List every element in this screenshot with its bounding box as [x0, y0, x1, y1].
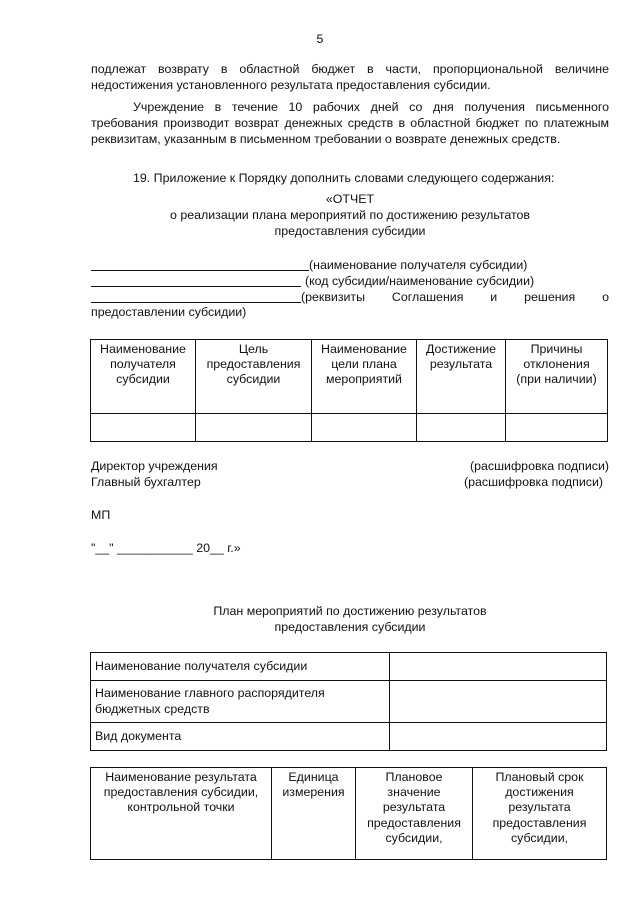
report-heading: [91, 192, 609, 239]
paragraph-appendix: 19. Приложение к Порядку дополнить словами следующего содержания:: [133, 171, 555, 185]
plan-results-header-row: [91, 768, 607, 860]
director-signature-label: (расшифровка подписи): [470, 459, 609, 473]
field-agreement-label: [301, 290, 609, 306]
table-cell: [312, 414, 417, 442]
agreement-word: решения: [524, 289, 576, 304]
report-table-header: Наименование получателя субсидии: [91, 340, 196, 414]
report-table-header-row: [91, 340, 608, 414]
field-recipient: [91, 258, 609, 274]
table-cell: [506, 414, 608, 442]
accountant-signature-label: (расшифровка подписи): [464, 474, 603, 489]
report-table-header: Достижение результата: [417, 340, 506, 414]
plan-info-label: Наименование получателя субсидии: [91, 653, 390, 681]
report-table-header: Причины отклонения (при наличии): [506, 340, 608, 414]
plan-info-row: [91, 723, 607, 751]
plan-title: План мероприятий по достижению результатов: [213, 604, 487, 618]
report-subtitle: о реализации плана мероприятий по достижению результатов: [170, 207, 530, 222]
accountant-line: [91, 475, 609, 491]
date-line: "__" ___________ 20__ г.»: [91, 541, 241, 555]
table-cell: [91, 414, 196, 442]
plan-heading: [80, 604, 620, 636]
report-table: [90, 339, 608, 442]
report-table-empty-row: [91, 414, 608, 442]
table-cell: [390, 723, 607, 751]
plan-info-label: Наименование главного распорядителя бюджетных средств: [91, 681, 390, 723]
plan-info-label: Вид документа: [91, 723, 390, 751]
field-agreement-tail: предоставлении субсидии): [91, 305, 247, 320]
plan-info-row: [91, 653, 607, 681]
report-table-header: Наименование цели плана мероприятий: [312, 340, 417, 414]
table-cell: [390, 653, 607, 681]
plan-subtitle: предоставления субсидии: [274, 619, 426, 634]
agreement-word: и: [490, 289, 498, 304]
signature-block: [91, 459, 609, 491]
report-fields: [91, 258, 609, 321]
blank-line: [91, 258, 309, 271]
seal-label: МП: [91, 508, 111, 522]
field-agreement: [91, 290, 609, 306]
director-label: Директор учреждения: [91, 459, 218, 473]
director-line: [91, 459, 609, 475]
report-table-header: Цель предоставления субсидии: [196, 340, 312, 414]
agreement-word: (реквизиты: [301, 289, 366, 304]
plan-results-header: Единица измерения: [272, 768, 356, 860]
blank-line: [91, 274, 301, 287]
plan-info-table: [90, 652, 607, 751]
paragraph-institution: Учреждение в течение 10 рабочих дней со дня получения письменного требования производит возврат денежных средств в областной бюджет по платежным реквизитам, указанным в письменном требовании о возврате денежных средств.: [91, 100, 609, 146]
plan-results-header: Наименование результата предоставления субсидии, контрольной точки: [91, 768, 272, 860]
blank-line: [91, 290, 301, 303]
field-code-label: (код субсидии/наименование субсидии): [305, 273, 535, 288]
table-cell: [196, 414, 312, 442]
agreement-word: о: [602, 289, 609, 304]
plan-results-header: Плановое значение результата предоставления субсидии,: [356, 768, 473, 860]
table-cell: [417, 414, 506, 442]
paragraph-refund: подлежат возврату в областной бюджет в части, пропорциональной величине недостижения установленного результата предоставления субсидии.: [91, 62, 609, 92]
page-number: 5: [316, 32, 324, 46]
agreement-word: Соглашения: [391, 289, 464, 304]
report-title: «ОТЧЕТ: [325, 192, 375, 206]
field-recipient-label: (наименование получателя субсидии): [309, 258, 528, 272]
field-code: [91, 274, 609, 290]
report-subtitle-2: предоставления субсидии: [274, 223, 426, 238]
accountant-label: Главный бухгалтер: [91, 474, 201, 489]
plan-info-row: [91, 681, 607, 723]
plan-results-table: [90, 767, 607, 860]
plan-results-header: Плановый срок достижения результата предоставления субсидии,: [473, 768, 607, 860]
table-cell: [390, 681, 607, 723]
